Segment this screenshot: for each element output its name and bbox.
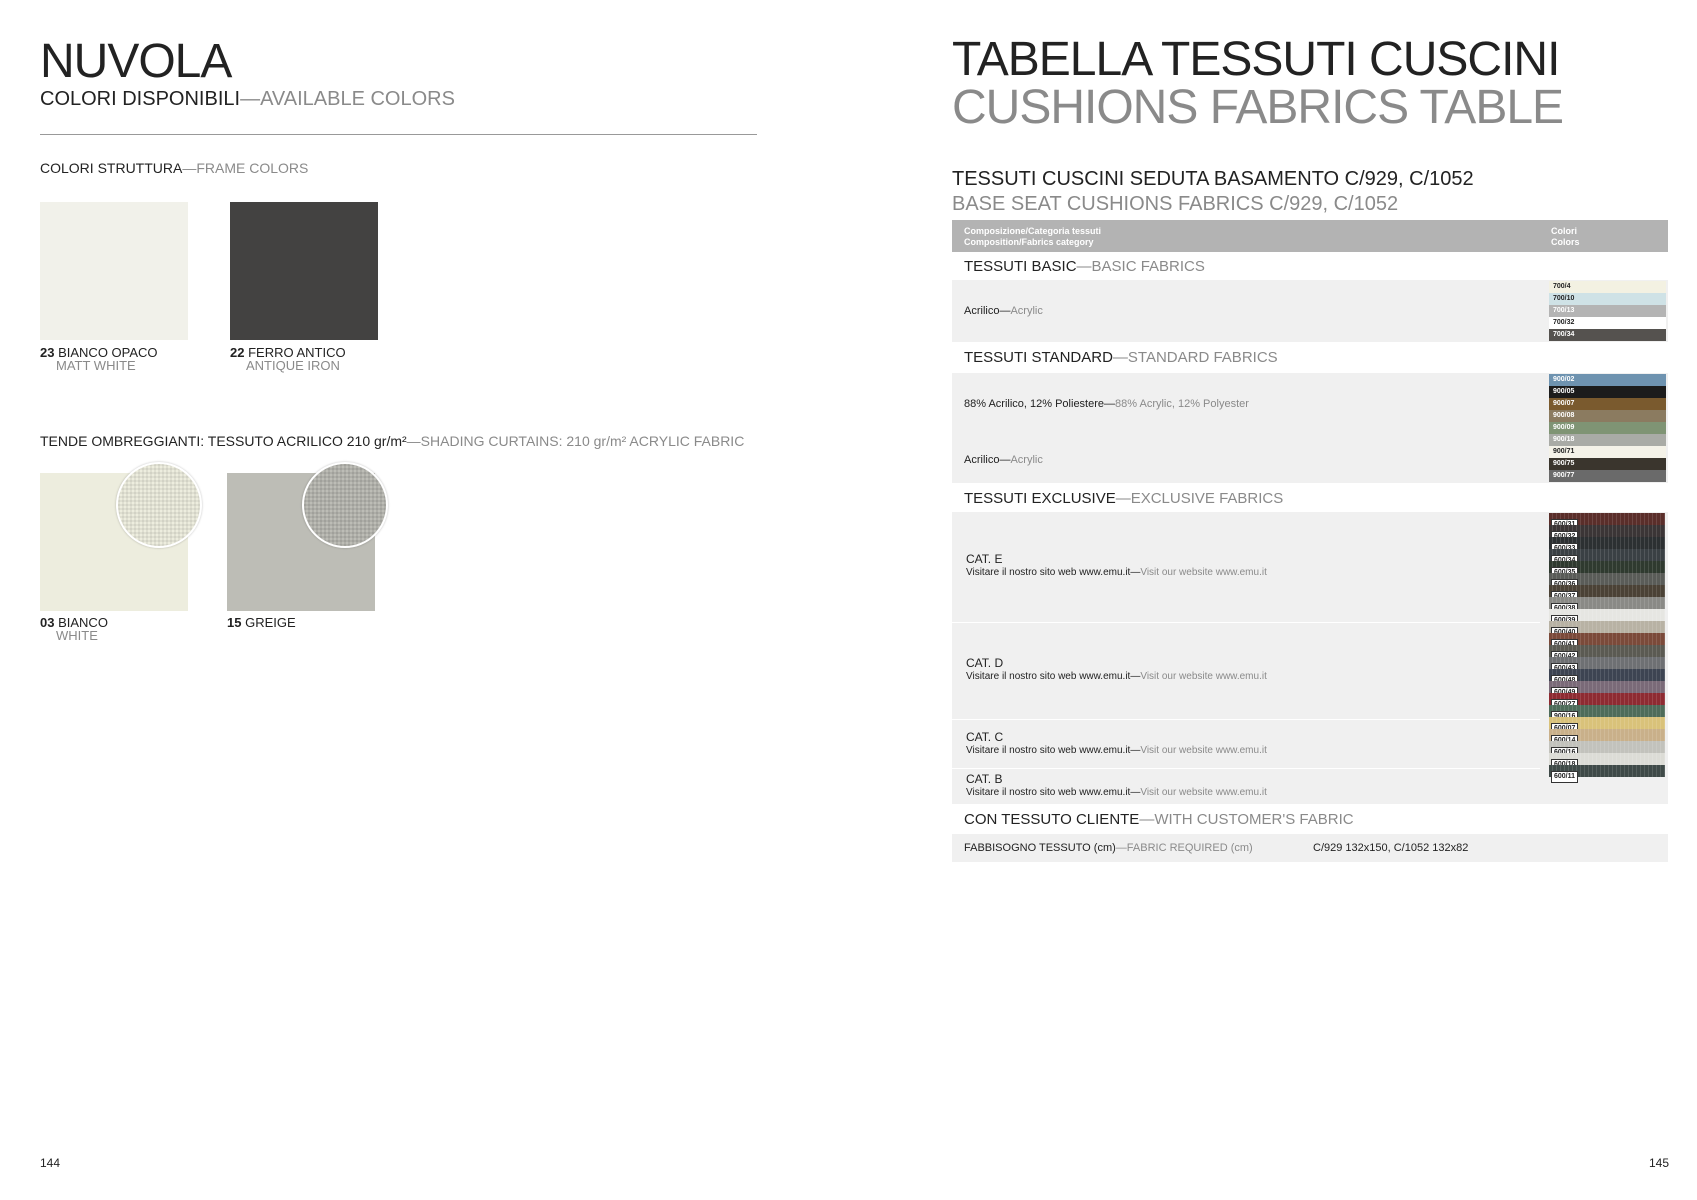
- header-col2-en: Colors: [1551, 237, 1580, 247]
- header-col2-it: Colori: [1551, 226, 1577, 236]
- standard-color-codes: [1549, 374, 1666, 482]
- frame-colors-heading: [40, 160, 308, 176]
- color-code-chip: [1549, 633, 1665, 645]
- divider: [40, 134, 757, 135]
- category-d: CAT. D Visitare il nostro sito web www.emu.it—Visit our website www.emu.it: [966, 656, 1267, 682]
- category-name: CAT. C: [966, 730, 1004, 744]
- group-label-sep: —: [1115, 490, 1131, 507]
- fabric-required-label: [964, 842, 1253, 854]
- subtitle-it: COLORI DISPONIBILI: [40, 88, 241, 110]
- color-code-chip: 700/32: [1549, 317, 1666, 329]
- category-b: CAT. B Visitare il nostro sito web www.emu.it—Visit our website www.emu.it: [966, 772, 1267, 798]
- category-text-it: Visitare il nostro sito web www.emu.it: [966, 745, 1131, 756]
- color-code-chip: 700/10: [1549, 293, 1666, 305]
- group-label-it: TESSUTI STANDARD: [964, 349, 1113, 366]
- row-divider: [952, 719, 1540, 720]
- category-text-en: Visit our website www.emu.it: [1140, 671, 1267, 682]
- category-c: CAT. C Visitare il nostro sito web www.emu.it—Visit our website www.emu.it: [966, 730, 1267, 756]
- row-text-en: 88% Acrylic, 12% Polyester: [1115, 398, 1249, 410]
- page-number-left: 144: [40, 1156, 61, 1170]
- page-subtitle: [40, 88, 455, 111]
- color-code-chip: [1549, 513, 1665, 525]
- group-label-sep: —: [1139, 811, 1155, 828]
- frame-swatch-label: [40, 346, 158, 372]
- color-code-chip: 900/05: [1549, 386, 1666, 398]
- swatch-name-en: ANTIQUE IRON: [246, 358, 340, 373]
- header-col-composition: [964, 226, 1101, 248]
- subtitle-en: AVAILABLE COLORS: [260, 88, 455, 110]
- color-code-chip: [1549, 729, 1665, 741]
- curtain-colors-heading: [40, 433, 744, 449]
- color-code-chip: [1549, 765, 1665, 780]
- color-code-chip: 900/09: [1549, 422, 1666, 434]
- table-title-en: CUSHIONS FABRICS TABLE: [952, 81, 1564, 134]
- swatch-name-en: MATT WHITE: [56, 358, 136, 373]
- category-name: CAT. D: [966, 656, 1004, 670]
- swatch-code: 03: [40, 615, 55, 630]
- color-code-chip: [1549, 669, 1665, 681]
- basic-color-codes: [1549, 281, 1666, 341]
- color-code-chip: [1549, 573, 1665, 585]
- frame-swatch-antique-iron: [230, 202, 378, 340]
- row-text-en: Acrylic: [1010, 305, 1043, 317]
- section-title-it: TESSUTI CUSCINI SEDUTA BASAMENTO C/929, C/1052: [952, 168, 1474, 190]
- row-text-sep: —: [1115, 842, 1127, 854]
- exclusive-color-codes: [1549, 513, 1666, 780]
- swatch-name-it: BIANCO OPACO: [58, 345, 158, 360]
- swatch-name-it: GREIGE: [245, 615, 296, 630]
- color-code-chip: [1549, 585, 1665, 597]
- swatch-name-it: FERRO ANTICO: [248, 345, 346, 360]
- category-e: CAT. E Visitare il nostro sito web www.emu.it—Visit our website www.emu.it: [966, 552, 1267, 578]
- color-code-chip: 900/08: [1549, 410, 1666, 422]
- color-code-chip: 900/77: [1549, 470, 1666, 482]
- color-code-chip: 700/13: [1549, 305, 1666, 317]
- row-divider: [952, 768, 1540, 769]
- category-name: CAT. B: [966, 772, 1003, 786]
- table-header: [952, 220, 1668, 252]
- row-divider: [952, 622, 1540, 623]
- color-code-chip: 900/75: [1549, 458, 1666, 470]
- swatch-code: 22: [230, 345, 245, 360]
- frame-heading-sep: —: [182, 160, 197, 176]
- curtain-heading-sep: —: [406, 433, 421, 449]
- category-name: CAT. E: [966, 552, 1003, 566]
- curtain-swatch-label: [227, 616, 296, 629]
- group-label-sep: —: [1076, 258, 1092, 275]
- color-code-text: 600/11: [1551, 771, 1578, 783]
- curtain-swatch-label: [40, 616, 108, 642]
- frame-heading-en: FRAME COLORS: [196, 160, 309, 176]
- color-code-chip: [1549, 561, 1665, 573]
- group-label-it: TESSUTI BASIC: [964, 258, 1077, 275]
- color-code-chip: [1549, 693, 1665, 705]
- group-label-it: TESSUTI EXCLUSIVE: [964, 490, 1116, 507]
- swatch-code: 23: [40, 345, 55, 360]
- group-label-en: STANDARD FABRICS: [1127, 349, 1278, 366]
- curtain-texture-detail: [116, 462, 202, 548]
- group-label-sep: —: [1112, 349, 1128, 366]
- header-col1-en: Composition/Fabrics category: [964, 237, 1094, 247]
- group-standard-label: [964, 349, 1278, 366]
- fabric-required-value: C/929 132x150, C/1052 132x82: [1313, 842, 1469, 854]
- group-customer-label: [964, 811, 1354, 828]
- color-code-chip: 700/4: [1549, 281, 1666, 293]
- color-code-chip: 900/18: [1549, 434, 1666, 446]
- row-text-it: Acrilico: [964, 454, 1000, 466]
- header-col-colors: [1551, 226, 1580, 248]
- color-code-chip: 900/02: [1549, 374, 1666, 386]
- subtitle-sep: —: [240, 88, 261, 110]
- color-code-chip: [1549, 657, 1665, 669]
- group-basic-label: [964, 258, 1205, 275]
- color-code-chip: [1549, 609, 1665, 621]
- group-label-en: EXCLUSIVE FABRICS: [1130, 490, 1284, 507]
- swatch-name-en: WHITE: [56, 628, 98, 643]
- section-title-en: BASE SEAT CUSHIONS FABRICS C/929, C/1052: [952, 193, 1399, 215]
- category-text-it: Visitare il nostro sito web www.emu.it: [966, 671, 1131, 682]
- standard-row-2-text: Acrilico—Acrylic: [964, 454, 1043, 466]
- row-text-it: Acrilico: [964, 305, 1000, 317]
- frame-heading-it: COLORI STRUTTURA: [40, 160, 183, 176]
- curtain-heading-it: TENDE OMBREGGIANTI: TESSUTO ACRILICO 210 gr/m²: [40, 433, 407, 449]
- row-text-it: FABBISOGNO TESSUTO (cm): [964, 842, 1116, 854]
- basic-row-text: Acrilico—Acrylic: [964, 305, 1043, 317]
- frame-swatch-matt-white: [40, 202, 188, 340]
- color-code-chip: 700/34: [1549, 329, 1666, 341]
- page-title: NUVOLA: [40, 35, 232, 88]
- color-code-chip: [1549, 705, 1665, 717]
- row-text-en: Acrylic: [1010, 454, 1043, 466]
- swatch-code: 15: [227, 615, 242, 630]
- color-code-chip: 900/71: [1549, 446, 1666, 458]
- color-code-chip: [1549, 741, 1665, 753]
- color-code-chip: [1549, 525, 1665, 537]
- color-code-chip: [1549, 549, 1665, 561]
- color-code-chip: [1549, 597, 1665, 609]
- category-text-it: Visitare il nostro sito web www.emu.it: [966, 787, 1131, 798]
- curtain-heading-en: SHADING CURTAINS: 210 gr/m² ACRYLIC FABRIC: [420, 433, 745, 449]
- standard-row-1-text: 88% Acrilico, 12% Poliestere—88% Acrylic, 12% Polyester: [964, 398, 1249, 410]
- color-code-chip: 900/07: [1549, 398, 1666, 410]
- page-number-right: 145: [1649, 1156, 1670, 1170]
- color-code-chip: [1549, 645, 1665, 657]
- color-code-chip: [1549, 753, 1665, 765]
- category-text-en: Visit our website www.emu.it: [1140, 787, 1267, 798]
- curtain-texture-detail: [302, 462, 388, 548]
- group-label-en: WITH CUSTOMER'S FABRIC: [1154, 811, 1354, 828]
- group-label-it: CON TESSUTO CLIENTE: [964, 811, 1140, 828]
- category-text-it: Visitare il nostro sito web www.emu.it: [966, 567, 1131, 578]
- category-text-en: Visit our website www.emu.it: [1140, 745, 1267, 756]
- color-code-chip: [1549, 681, 1665, 693]
- header-col1-it: Composizione/Categoria tessuti: [964, 226, 1102, 236]
- table-title-it: TABELLA TESSUTI CUSCINI: [952, 33, 1560, 86]
- group-label-en: BASIC FABRICS: [1091, 258, 1205, 275]
- row-text-en: FABRIC REQUIRED (cm): [1126, 842, 1253, 854]
- color-code-chip: [1549, 537, 1665, 549]
- color-code-chip: [1549, 621, 1665, 633]
- row-text-it: 88% Acrilico, 12% Poliestere: [964, 398, 1105, 410]
- swatch-name-it: BIANCO: [58, 615, 108, 630]
- frame-swatch-label: [230, 346, 346, 372]
- category-text-en: Visit our website www.emu.it: [1140, 567, 1267, 578]
- color-code-chip: [1549, 717, 1665, 729]
- group-exclusive-label: [964, 490, 1283, 507]
